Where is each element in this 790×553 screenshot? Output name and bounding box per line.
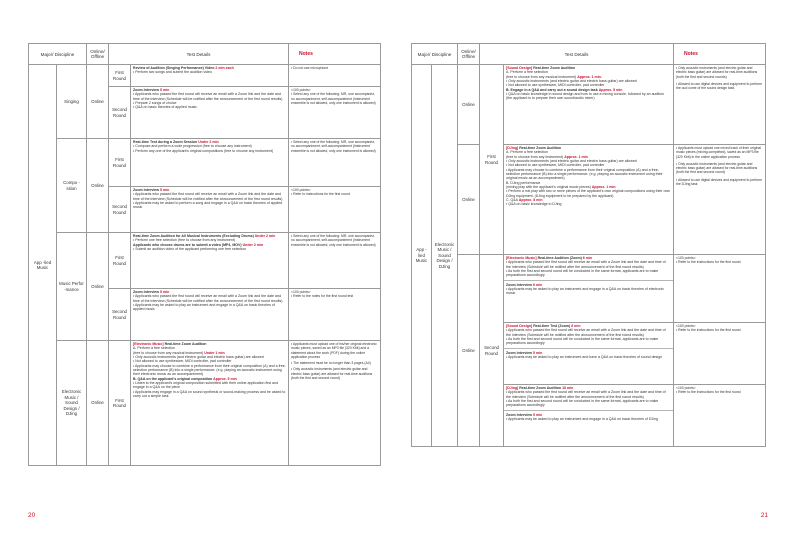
header-details: Test Details [480, 44, 674, 65]
table-header-row [29, 44, 381, 65]
discipline-singing: Singing [57, 65, 87, 139]
notes-cell: <100 points> • Refer to the instructions for the first round [674, 255, 766, 323]
test-details: [Sound Design] Real-time Zoom Audition A. Perform a free selection (free to choose from any musical instrument) Approx. 1 min. • Only acoustic instruments (and electric guitar and electric bass guitar) are allowed • Not allowed to use synthesizer, MIDI controller, pad controller B. Engage in a Q&A and carry out a sound design task Approx. 5 min • Q&A on basic knowledge in sound design and how to use a mixing console, followed by an audition (the applicant is to prepare their own sound/audio mixer) [504, 65, 674, 145]
audition-table-left [28, 43, 381, 466]
major-cell: App -lied Music [412, 65, 432, 447]
test-details: [Sound Design] Real-time Test (Zoom) 6 min • Applicants who passed the first round will receive an email with a Zoom link and the date and time of the interview (Schedule will be notified after the announcement of the first round results) • As both the first and second round will be conducted in the same format, applicants are to make preparations accordingly Zoom Interview 5 min • Applicants may be asked to play an instrument and have a Q&A on basic theories of sound design [504, 323, 674, 385]
table-row [29, 341, 381, 466]
page-number: 21 [760, 512, 768, 519]
divider [504, 348, 673, 349]
test-details: Zoom Interview 5 min • Applicants who passed the first round will receive an email with a Zoom link and the date and time of the interview (Schedule will be notified after the announcement of the first round results) • Applicants may be asked to play an instrument and engage in a Q&A on basic theories of applied music [131, 289, 289, 341]
table-row [412, 145, 766, 255]
header-major: Major/ Discipline [412, 44, 458, 65]
mode-cell: Online [87, 233, 109, 341]
notes-cell: <100 points> • Select any one of the following: MR, one accompanist, no accompaniment, self-accompaniment (Instrument ensemble is not allowed, only one instrument is allowed) [289, 87, 381, 139]
header-major: Major/ Discipline [29, 44, 87, 65]
header-details: Test Details [109, 44, 289, 65]
mode-cell: Online [458, 145, 480, 255]
table-row [29, 139, 381, 187]
round-label: Second Round [109, 187, 131, 233]
major-cell: App -lied Music [29, 65, 57, 466]
test-details: [Electronic Music] Real-time Audition (Zoom) 6 min • Applicants who passed the first round will receive an email with a Zoom link and the date and time of the interview (Schedule will be notified after the announcement of the first round results) • As both the first and second round will be conducted in the same format, applicants are to make preparations accordingly Zoom Interview 6 min • Applicants may be asked to play an instrument and engage in a Q&A on basic theories of electronic music [504, 255, 674, 323]
notes-cell: <100 points> • Refer to the instructions for the first round [674, 323, 766, 385]
discipline-electronic: Electronic Music / Sound Design / DJing [432, 65, 458, 447]
mode-cell: Online [87, 341, 109, 466]
table-row [412, 65, 766, 145]
table-header-row [412, 44, 766, 65]
test-details: Zoom Interview 5 min • Applicants who passed the first round will receive an email with a Zoom link and the date and time of the interview (Schedule will be notified after the announcement of the first round results) • Applicants may be asked to perform a song and engage in a Q&A on basic theories of applied music [131, 187, 289, 233]
notes-cell: <100 points> • Refer to the notes for the first round test [289, 289, 381, 341]
mode-cell: Online [87, 65, 109, 139]
round-label: First Round [480, 65, 504, 255]
mode-cell: Online [458, 65, 480, 145]
round-label: Second Round [109, 87, 131, 139]
notes-cell: • Applicants must upload one of his/her original electronic music pieces, saved as an MP3 file (320 Kbit) and a statement about the work (PDF) during the online application process • The statement must be no longer than 3 pages (A4) • Only acoustic instruments (and electric guitar and electric bass guitar) are allowed for real-time auditions (both the first and second round) [289, 341, 381, 466]
audition-table-right [411, 43, 766, 447]
table-row [29, 233, 381, 289]
table-row [412, 255, 766, 323]
header-notes: Notes [674, 44, 766, 65]
mode-cell: Online [458, 255, 480, 447]
round-label: First Round [109, 139, 131, 187]
header-mode: Online/ Offline [87, 44, 109, 65]
notes-cell: • Do not use microphone [289, 65, 381, 87]
notes-cell: <100 points> • Refer to the instructions for the first round [674, 385, 766, 447]
test-details: Real-time Test during a Zoom Session Under 2 min • Compose and perform a code progression (free to choose any instrument) • Perform any one of the applicant's original compositions (free to choose any instrument) [131, 139, 289, 187]
test-details: [Electronic Music] Real-time Zoom Audition A. Perform a free selection (free to choose from any musical instrument) Under 1 min • Only acoustic instruments (and electric guitar and electric bass guitar) are allowed • Not allowed to use synthesizer, MIDI controller, pad controller • Applicants may choose to combine a performance from their original composition (A) and a free-selection performance (B) into a single performance. (e.g. playing an acoustic instrument using their electronic music as an accompaniment) B. Q&A on the applicant's original composition Approx. 5 min • Listen to the applicant's original composition submitted with their online application first and engage in a Q&A on the piece • Applicants may engage in a Q&A on sound synthesis or sound-making process and be asked to carry out a simple task [131, 341, 289, 466]
right-page [395, 0, 790, 553]
round-label: First Round [109, 65, 131, 87]
discipline-composition: Compo -sition [57, 139, 87, 233]
test-details: [DJing] Real-time Zoom Audition 10 min • Applicants who passed the first round will receive an email with a Zoom link and the date and time of the interview (Schedule will be notified after the announcement of the first round results) • As both the first and second round will be conducted in the same format, applicants are to make preparations accordingly Zoom Interview 5 min • Applicants may be asked to play an instrument and engage in a Q&A on basic theories of DJing [504, 385, 674, 447]
notes-cell: • Only acoustic instruments (and electric guitar and electric bass guitar) are allowed for real-time auditions (both the first and second rounds) • Allowed to use digital devices and equipment to perform the oud come of the sound design task [674, 65, 766, 145]
divider [504, 410, 673, 411]
round-label: First Round [109, 233, 131, 289]
notes-cell: • Applicants must upload one mixed track of their original music pieces (mixing-completed), saved as an MP3 file (320 Kbit) in the online application process • Only acoustic instruments (and electric guitar and electric bass guitar) are allowed for real-time auditions (both the first and second round) • Allowed to use digital devices and equipment to perform the DJing task [674, 145, 766, 255]
discipline-performance: Music Perfor -mance [57, 233, 87, 341]
mode-cell: Online [87, 139, 109, 233]
notes-cell: <100 points> • Refer to instructions for the first round [289, 187, 381, 233]
round-label: Second Round [109, 289, 131, 341]
discipline-electronic: Electronic Music / Sound Design / DJing [57, 341, 87, 466]
test-details: Zoom Interview 5 min • Applicants who passed the first round will receive an email with a Zoom link and the date and time of the interview (Schedule will be notified after the announcement of the first round results) • Prepare 2 songs of choice • Q&A on basic theories of applied music [131, 87, 289, 139]
round-label: Second Round [480, 255, 504, 447]
notes-cell: • Select any one of the following: MR, one accompanist, no accompaniment, self-accompaniment (Instrument ensemble is not allowed, only one instrument is allowed) [289, 139, 381, 187]
test-details: [DJing] Real-time Zoom Audition A. Perform a free selection (free to choose from any instrument) Approx. 1 min • Only acoustic instruments (and electric guitar and electric bass guitar) are allowed • Not allowed to use synthesizer, MIDI controller, pad controller • Applicants may choose to combine a performance from their original composition (A) and a free-selection performance (B) into a single performance. (e.g. playing an acoustic instrument using their original music as an accompaniment) B. DJing performance (mixing play with the applicant's original music pieces) Approx. 1 min • Perform a mix play with two or more pieces of the applicant's own original compositions using their own DJing equipment. (DJing equipment to be prepared by the applicant) C. Q&A Approx. 8 min • Q&A on basic knowledge in DJing [504, 145, 674, 255]
test-details: Real-time Zoom Audition for All Musical Instruments (Excluding Drums) Under 2 min • Perform one free selection (free to choose from any instrument) Applicants who choose drums are to submit a video (MP4, MOV) Under 2 min • Submit an audition video of the applicant performing one free selection [131, 233, 289, 289]
test-details: Review of Audition (Singing Performance) Video 2 min each • Perform two songs and submit the audition video [131, 65, 289, 87]
page-number: 20 [28, 512, 36, 519]
table-row [29, 65, 381, 87]
round-label: First Round [109, 341, 131, 466]
notes-cell: • Select any one of the following: MR, one accompanist, no accompaniment, self-accompaniment (Instrument ensemble is not allowed; only one instrument is allowed) [289, 233, 381, 289]
divider [504, 280, 673, 281]
header-notes: Notes [289, 44, 381, 65]
header-mode: Online/ Offline [458, 44, 480, 65]
